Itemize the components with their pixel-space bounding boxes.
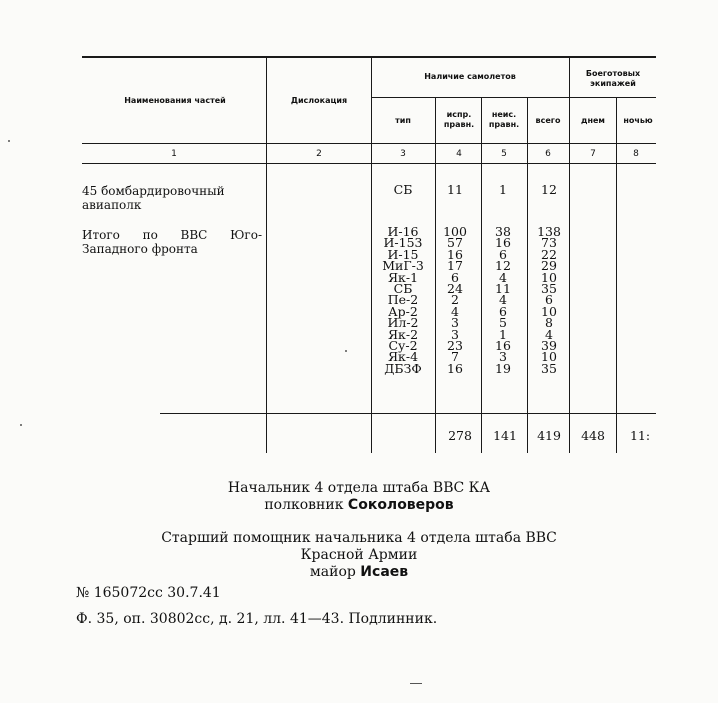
header-location: Дислокация [290, 96, 348, 105]
total-cell: 73 [541, 235, 557, 251]
row2-types-column [372, 226, 434, 374]
aircraft-type-cell: И-16 [387, 224, 419, 239]
totals-serviceable: 278 [448, 428, 472, 443]
col-divider-1 [266, 57, 267, 453]
signer1-name: Соколоверов [347, 497, 454, 513]
serviceable-cell: 3 [451, 326, 459, 342]
column-number: 4 [456, 149, 462, 159]
row2-unserviceable-column [483, 226, 523, 374]
unserviceable-cell: 3 [499, 349, 507, 365]
row1-unserviceable: 1 [499, 182, 507, 197]
signer2-rank: майор [309, 564, 356, 580]
col-divider-6 [569, 57, 570, 453]
serviceable-cell: 6 [451, 269, 459, 285]
aircraft-type-cell: Як-1 [387, 269, 419, 285]
serviceable-cell: 24 [447, 281, 463, 297]
header-type: тип [395, 116, 411, 125]
col-divider-3 [435, 98, 436, 453]
header-day: днем [581, 116, 605, 125]
row1-serviceable: 11 [447, 182, 463, 197]
table-totals-rule [160, 413, 656, 414]
serviceable-cell: 7 [451, 349, 459, 365]
serviceable-cell: 4 [451, 303, 459, 319]
scan-speck [20, 424, 22, 426]
total-cell: 138 [537, 224, 561, 239]
total-cell: 22 [541, 246, 557, 262]
row1-type: СБ [393, 182, 413, 197]
total-cell: 6 [545, 292, 553, 308]
unserviceable-cell: 1 [499, 326, 507, 342]
col-divider-5 [527, 98, 528, 453]
totals-day: 448 [581, 428, 605, 443]
serviceable-cell: 57 [447, 235, 463, 251]
signer1-rank-name [0, 497, 718, 513]
aircraft-type-cell: МиГ-3 [382, 258, 424, 274]
unserviceable-cell: 38 [495, 224, 511, 239]
scan-speck [8, 140, 10, 142]
aircraft-type-cell: И-153 [383, 235, 423, 251]
unserviceable-cell: 6 [499, 246, 507, 262]
aircraft-type-cell: Як-4 [387, 349, 419, 365]
header-unserviceable: неис. правн. [488, 110, 520, 129]
row2-unit-name: Итого по ВВС Юго-Западного фронта [82, 228, 262, 256]
serviceable-cell: 23 [447, 338, 463, 354]
header-total: всего [535, 116, 561, 125]
unserviceable-cell: 19 [495, 360, 511, 376]
signer2-name: Исаев [360, 564, 409, 580]
unserviceable-cell: 5 [499, 315, 507, 331]
serviceable-cell: 16 [447, 246, 463, 262]
total-cell: 35 [541, 281, 557, 297]
aircraft-type-cell: Ил-2 [387, 315, 419, 331]
unserviceable-cell: 4 [499, 292, 507, 308]
aircraft-type-cell: Ар-2 [388, 303, 418, 319]
total-cell: 4 [545, 326, 553, 342]
row1-unit-name: 45 бомбардировочный авиаполк [82, 184, 225, 212]
column-number: 7 [590, 149, 596, 159]
total-cell: 35 [541, 360, 557, 376]
row1-total: 12 [541, 182, 557, 197]
aircraft-type-cell: Як-2 [387, 326, 419, 342]
unserviceable-cell: 16 [495, 235, 511, 251]
header-aircraft-group: Наличие самолетов [424, 72, 516, 81]
col-divider-4 [481, 98, 482, 453]
total-cell: 29 [541, 258, 557, 274]
col-divider-7 [616, 98, 617, 453]
totals-unserviceable: 141 [493, 428, 517, 443]
total-cell: 39 [541, 338, 557, 354]
row2-total-column [529, 226, 569, 374]
aircraft-type-cell: СБ [393, 281, 413, 297]
column-number: 3 [400, 149, 406, 159]
header-unit-name: Наименования частей [124, 96, 226, 105]
serviceable-cell: 3 [451, 315, 459, 331]
total-cell: 8 [545, 315, 553, 331]
signer1-rank: полковник [264, 497, 344, 513]
serviceable-cell: 100 [443, 224, 467, 239]
unserviceable-cell: 4 [499, 269, 507, 285]
header-night: ночью [623, 116, 653, 125]
row2-serviceable-column [437, 226, 473, 374]
table-group-rule [372, 97, 656, 98]
unserviceable-cell: 11 [495, 281, 511, 297]
column-number: 8 [633, 149, 639, 159]
header-crews-group: Боеготовых экипажей [585, 69, 641, 88]
signer1-title: Начальник 4 отдела штаба ВВС КА [227, 480, 491, 496]
header-serviceable: испр. правн. [443, 110, 475, 129]
totals-total: 419 [537, 428, 561, 443]
signer2-rank-name [0, 564, 718, 580]
serviceable-cell: 17 [447, 258, 463, 274]
archive-reference: Ф. 35, оп. 30802сс, д. 21, лл. 41—43. Подлинник. [76, 611, 438, 627]
totals-night: 11: [629, 428, 651, 443]
scan-speck [410, 683, 422, 684]
document-number: № 165072сс 30.7.41 [76, 585, 221, 601]
column-number: 2 [316, 149, 322, 159]
serviceable-cell: 16 [447, 360, 463, 376]
signer2-org: Красной Армии [300, 547, 418, 563]
unserviceable-cell: 6 [499, 303, 507, 319]
signer2-title: Старший помощник начальника 4 отдела штаба ВВС [161, 530, 557, 546]
total-cell: 10 [541, 349, 557, 365]
aircraft-type-cell: Су-2 [388, 338, 418, 354]
serviceable-cell: 2 [451, 292, 459, 308]
total-cell: 10 [541, 269, 557, 285]
unserviceable-cell: 12 [495, 258, 511, 274]
scan-speck [345, 350, 347, 352]
unserviceable-cell: 16 [495, 338, 511, 354]
total-cell: 10 [541, 303, 557, 319]
column-number: 6 [545, 149, 551, 159]
column-number: 5 [501, 149, 507, 159]
aircraft-type-cell: Пе-2 [387, 292, 419, 308]
column-number: 1 [171, 149, 177, 159]
aircraft-type-cell: И-15 [387, 246, 419, 262]
aircraft-type-cell: ДБЗФ [384, 360, 422, 376]
